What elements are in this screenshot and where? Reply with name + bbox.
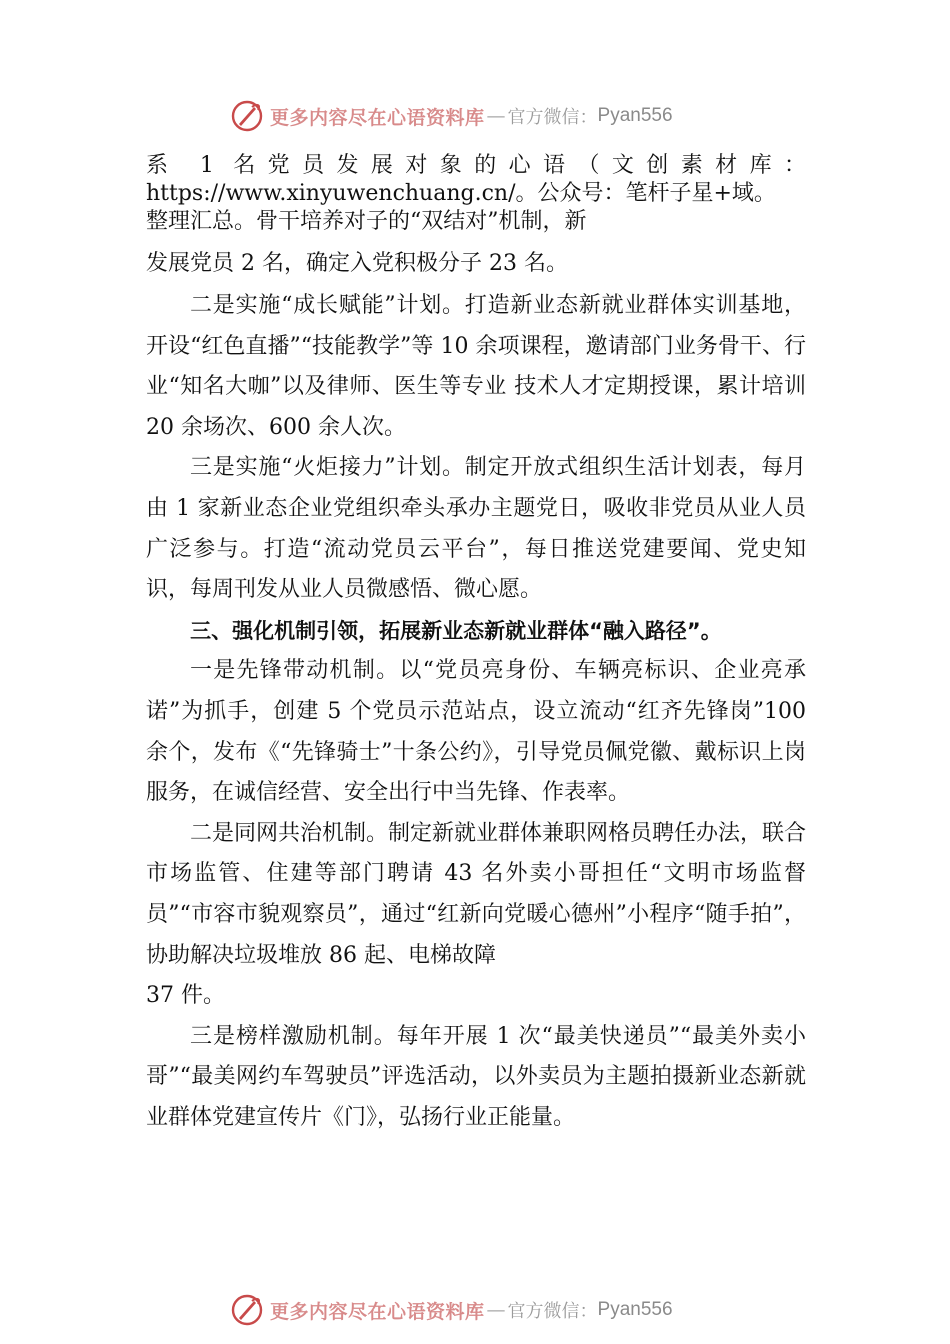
quill-logo-icon bbox=[230, 99, 264, 133]
document-body bbox=[146, 152, 806, 1138]
banner-separator: — bbox=[486, 105, 506, 127]
paragraph-torch-plan: 三是实施“火炬接力”计划。制定开放式组织生活计划表，每月由 1 家新业态企业党组织牵头承办主题党日，吸收非党员从业人员广泛参与。打造“流动党员云平台”，每日推送党建要闻、党史知识，每周刊发从业人员微感悟、微心愿。 bbox=[146, 455, 806, 603]
intro-line-1: 系 1 名党员发展对象的心语（文创素材库： bbox=[146, 153, 806, 178]
banner-library-text: 更多内容尽在心语资料库 bbox=[270, 1300, 485, 1323]
banner-wechat-label: 官方微信： bbox=[507, 1301, 598, 1322]
footer-watermark-banner bbox=[230, 1290, 750, 1330]
paragraph-pioneer-mechanism: 一是先锋带动机制。以“党员亮身份、车辆亮标识、企业亮承诺”为抓手，创建 5 个党员示范站点，设立流动“红齐先锋岗”100 余个，发布《“先锋骑士”十条公约》，引导党员佩党徽、戴标识上岗服务，在诚信经营、安全出行中当先锋、作表率。 bbox=[146, 658, 806, 806]
quill-logo-icon bbox=[230, 1293, 264, 1327]
banner-wechat-label: 官方微信： bbox=[507, 107, 598, 128]
banner-wechat-id: Pyan556 bbox=[597, 1299, 673, 1320]
intro-line-2: https://www.xinyuwenchuang.cn/。公众号：笔杆子星+域。 bbox=[146, 181, 776, 206]
paragraph-grid-mechanism-end: 37 件。 bbox=[146, 983, 225, 1009]
banner-separator: — bbox=[486, 1299, 506, 1321]
paragraph-model-mechanism: 三是榜样激励机制。每年开展 1 次“最美快递员”“最美外卖小哥”“最美网约车驾驶员”评选活动，以外卖员为主题拍摄新业态新就业群体党建宣传片《门》，弘扬行业正能量。 bbox=[146, 1023, 806, 1130]
section-heading-3: 三、强化机制引领，拓展新业态新就业群体“融入路径”。 bbox=[190, 618, 722, 643]
paragraph-grid-mechanism: 二是同网共治机制。制定新就业群体兼职网格员聘任办法，联合市场监管、住建等部门聘请 43 名外卖小哥担任“文明市场监督员”“市容市貌观察员”，通过“红新向党暖心德州”小程序“随手拍”，协助解决垃圾堆放 86 起、电梯故障 bbox=[146, 820, 807, 968]
paragraph-growth-plan: 二是实施“成长赋能”计划。打造新业态新就业群体实训基地，开设“红色直播”“技能教学”等 10 余项课程，邀请部门业务骨干、行业“知名大咖”以及律师、医生等专业 技术人才定期授课，累计培训 20 余场次、600 余人次。 bbox=[146, 293, 806, 440]
intro-line-3: 整理汇总。骨干培养对子的“双结对”机制，新 bbox=[146, 209, 587, 234]
header-watermark-banner bbox=[230, 96, 750, 136]
intro-line-4: 发展党员 2 名，确定入党积极分子 23 名。 bbox=[146, 251, 568, 276]
banner-wechat-id: Pyan556 bbox=[597, 105, 673, 126]
banner-library-text: 更多内容尽在心语资料库 bbox=[270, 106, 485, 129]
